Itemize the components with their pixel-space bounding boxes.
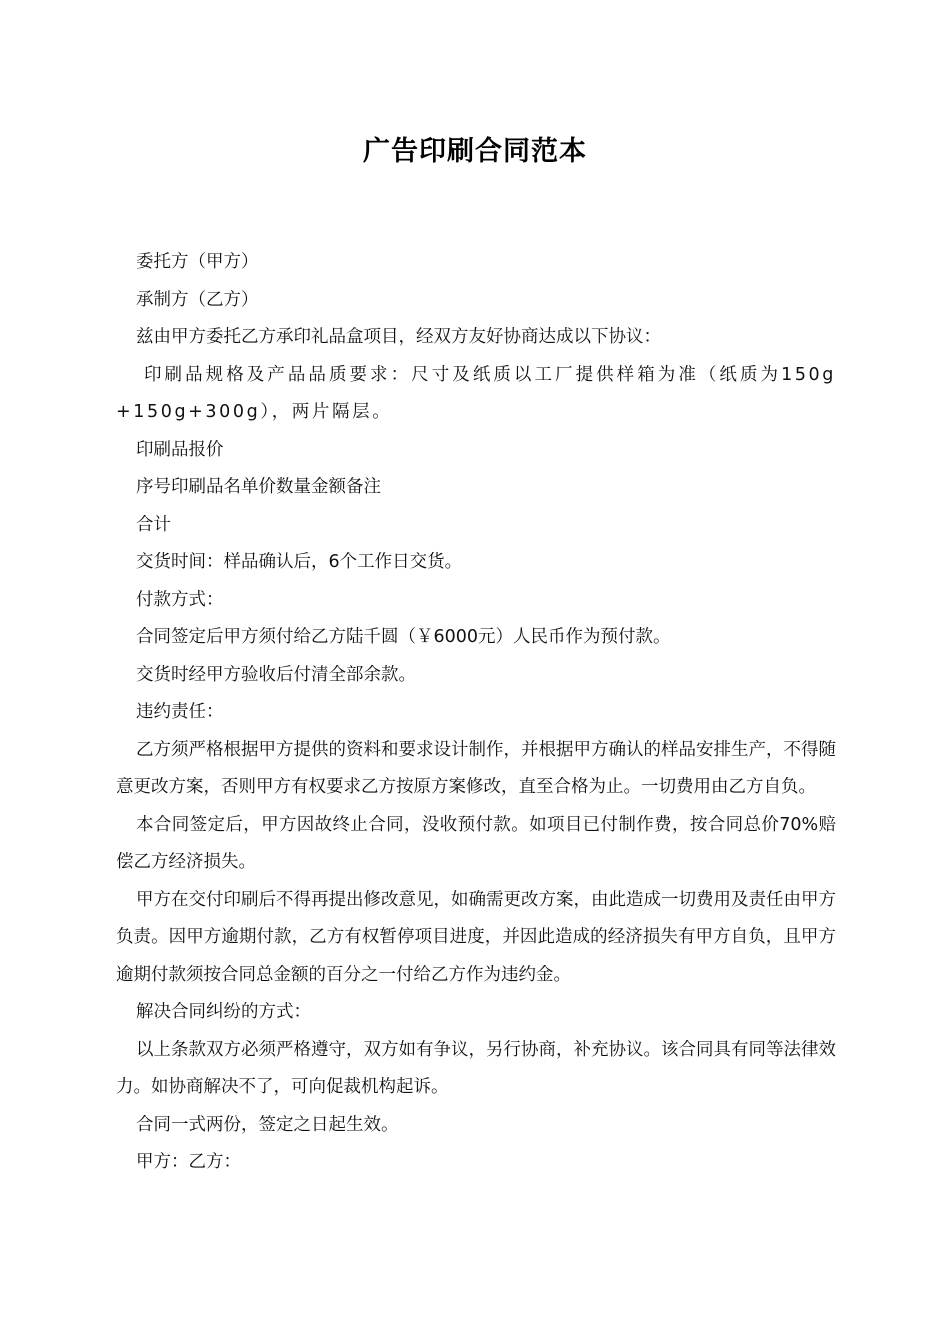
paragraph-liability-contractor: 乙方须严格根据甲方提供的资料和要求设计制作，并根据甲方确认的样品安排生产，不得随意更改方案，否则甲方有权要求乙方按原方案修改，直至合格为止。一切费用由乙方自负。 xyxy=(116,739,836,797)
document-body xyxy=(116,244,836,1182)
paragraph-prepayment: 合同签定后甲方须付给乙方陆千圆（￥6000元）人民币作为预付款。 xyxy=(136,627,671,647)
paragraph-termination: 本合同签定后，甲方因故终止合同，没收预付款。如项目已付制作费，按合同总价70%赔偿乙方经济损失。 xyxy=(116,814,836,872)
paragraph-payment-heading: 付款方式： xyxy=(136,589,224,610)
paragraph-signatures: 甲方：乙方： xyxy=(136,1152,241,1172)
paragraph-dispute: 以上条款双方必须严格遵守，双方如有争议，另行协商，补充协议。该合同具有同等法律效力。如协商解决不了，可向促裁机构起诉。 xyxy=(116,1039,836,1097)
paragraph-dispute-heading: 解决合同纠纷的方式： xyxy=(136,1002,311,1022)
paragraph-quote-columns: 序号印刷品名单价数量金额备注 xyxy=(136,477,381,497)
paragraph-balance: 交货时经甲方验收后付清全部余款。 xyxy=(136,664,416,685)
paragraph-contractor: 承制方（乙方） xyxy=(136,289,259,310)
document-title: 广告印刷合同范本 xyxy=(363,136,587,167)
paragraph-quote-heading: 印刷品报价 xyxy=(136,439,224,460)
paragraph-total: 合计 xyxy=(136,514,171,535)
paragraph-intro: 兹由甲方委托乙方承印礼品盒项目，经双方友好协商达成以下协议： xyxy=(136,327,661,347)
paragraph-liability-heading: 违约责任： xyxy=(136,702,224,722)
paragraph-spec: 印刷品规格及产品品质要求：尺寸及纸质以工厂提供样箱为准（纸质为150g+150g+300g），两片隔层。 xyxy=(116,364,836,422)
paragraph-delivery: 交货时间：样品确认后，6个工作日交货。 xyxy=(136,552,463,572)
paragraph-copies: 合同一式两份，签定之日起生效。 xyxy=(136,1114,399,1135)
paragraph-liability-client: 甲方在交付印刷后不得再提出修改意见，如确需更改方案，由此造成一切费用及责任由甲方负责。因甲方逾期付款，乙方有权暂停项目进度，并因此造成的经济损失有甲方自负，且甲方逾期付款须按合同总金额的百分之一付给乙方作为违约金。 xyxy=(116,889,836,985)
paragraph-client: 委托方（甲方） xyxy=(136,252,259,272)
